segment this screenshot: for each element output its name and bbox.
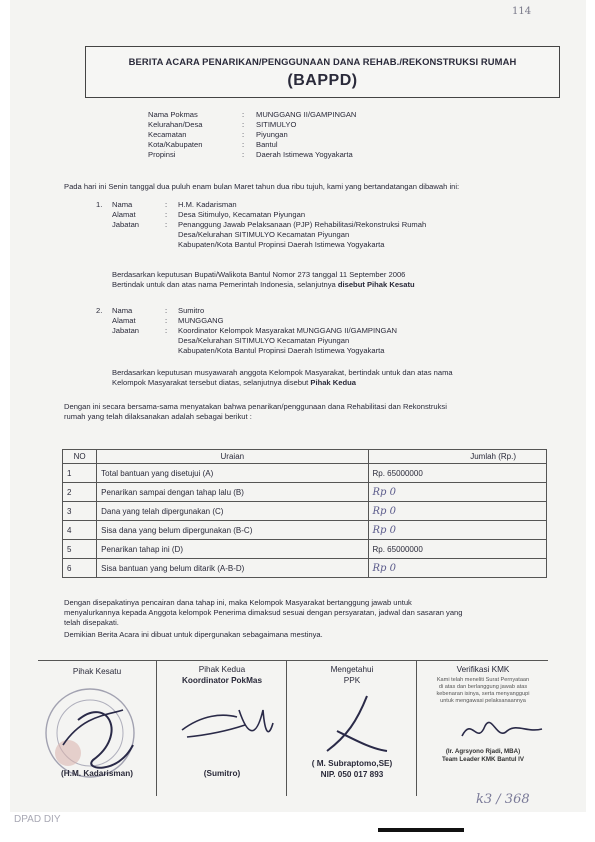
party2-values: Sumitro MUNGGANG Koordinator Kelompok Masyarakat MUNGGANG II/GAMPINGAN Desa/Kelurahan SITIMULYO Kecamatan Piyungan Kabupaten/Kota Bantul Propinsi Daerah Istimewa Yogyakarta — [178, 306, 398, 355]
signature-icon — [457, 711, 547, 751]
party1-number: 1. — [96, 200, 103, 209]
statement: Dengan ini secara bersama-sama menyatakan bahwa penarikan/penggunaan dana Rehabilitasi dan Rekonstruksi rumah yang telah dilaksanakan adalah sebagai berikut : — [64, 402, 447, 421]
signature-kmk: Verifikasi KMK Kami telah meneliti Surat Pernyataan di atas dan berlanggung jawab atas kebenaran isinya, serta menyanggupi untuk mengawasi pelaksanaannya (Ir. Agrsyono Rjadi, MBA) Team Leader KMK Bantul IV — [416, 661, 549, 796]
party2-colons: : : : — [165, 306, 168, 335]
info-label: Kecamatan — [148, 130, 187, 139]
info-value: Daerah Istimewa Yogyakarta — [256, 150, 353, 159]
signer-name: (Sumitro) — [203, 769, 241, 778]
party1-basis: Berdasarkan keputusan Bupati/Walikota Bantul Nomor 273 tanggal 11 September 2006 Bertindak untuk dan atas nama Pemerintah Indonesia, selanjutnya disebut Pihak Kesatu — [112, 270, 415, 289]
signature-icon — [317, 691, 397, 761]
signature-ppk: Mengetahui PPK ( M. Subraptomo,SE) NIP. 050 017 893 — [286, 661, 417, 796]
table-row: 1 Total bantuan yang disetujui (A) Rp. 65000000 — [63, 464, 547, 483]
table-row: 6 Sisa bantuan yang belum ditarik (A-B-D) Rp 0 — [63, 559, 547, 578]
header-amount: Jumlah (Rp.) — [368, 450, 547, 464]
info-value: MUNGGANG II/GAMPINGAN — [256, 110, 357, 119]
document-acronym: (BAPPD) — [287, 72, 358, 89]
header-no: NO — [63, 450, 97, 464]
table-header-row — [63, 450, 547, 464]
party2-position: Koordinator Kelompok Masyarakat MUNGGANG II/GAMPINGAN — [178, 326, 398, 335]
table-row: 4 Sisa dana yang belum dipergunakan (B-C) Rp 0 — [63, 521, 547, 540]
signer-nip: NIP. 050 017 893 — [320, 770, 384, 779]
document-title: BERITA ACARA PENARIKAN/PENGGUNAAN DANA REHAB./REKONSTRUKSI RUMAH — [128, 56, 517, 67]
party1-address: Desa Sitimulyo, Kecamatan Piyungan — [178, 210, 306, 219]
verification-note: Kami telah meneliti Surat Pernyataan di atas dan berlanggung jawab atas kebenaran isinya, serta menyanggupi untuk mengawasi pelaksanaannya — [436, 677, 530, 704]
party2-address: MUNGGANG — [178, 316, 224, 325]
party1-colons: : : : — [165, 200, 168, 229]
intro-text: Pada hari ini Senin tanggal dua puluh enam bulan Maret tahun dua ribu tujuh, kami yang bertandatangan dibawah ini: — [64, 182, 460, 191]
funds-table — [62, 449, 547, 578]
table-row: 3 Dana yang telah dipergunakan (C) Rp 0 — [63, 502, 547, 521]
page-number: 114 — [512, 6, 532, 17]
table-row: 2 Penarikan sampai dengan tahap lalu (B) Rp 0 — [63, 483, 547, 502]
signer-role: Team Leader KMK Bantul IV — [441, 756, 525, 763]
header-description: Uraian — [97, 450, 368, 464]
watermark-text: DPAD DIY — [14, 814, 61, 825]
signature-pihak-kesatu: Pihak Kesatu (H.M. Kadarisman) — [38, 661, 156, 796]
signer-name: (H.M. Kadarisman) — [61, 769, 133, 778]
party1-position: Penanggung Jawab Pelaksanaan (PJP) Rehabilitasi/Rekonstruksi Rumah — [178, 220, 427, 229]
info-labels — [148, 110, 202, 160]
info-value: SITIMULYO — [256, 120, 297, 129]
closing-text: Dengan disepakatinya pencairan dana tahap ini, maka Kelompok Masyarakat bertanggung jawab untuk menyalurkannya kepada Anggota kelompok Penerima dimaksud sesuai dengan persyaratan, jadwal dan sasaran yang telah disepakati. Demikian Berita Acara ini dibuat untuk dipergunakan sebagaimana mestinya. — [64, 598, 463, 639]
info-label: Kota/Kabupaten — [148, 140, 203, 149]
archive-code: k3 / 368 — [476, 792, 530, 807]
signer-name: (Ir. Agrsyono Rjadi, MBA) — [445, 748, 521, 755]
party2-name: Sumitro — [178, 306, 205, 315]
signer-name: ( M. Subraptomo,SE) — [311, 759, 393, 768]
info-label: Nama Pokmas — [148, 110, 198, 119]
info-colons: : : : : : — [242, 110, 245, 159]
info-label: Propinsi — [148, 150, 176, 159]
party1-name: H.M. Kadarisman — [178, 200, 237, 209]
info-label: Kelurahan/Desa — [148, 120, 203, 129]
info-values — [256, 110, 356, 160]
signature-pihak-kedua: Pihak Kedua Koordinator PokMas (Sumitro) — [156, 661, 287, 796]
party1-labels: Nama Alamat Jabatan — [112, 200, 140, 229]
signature-icon — [177, 695, 277, 755]
party1-values: H.M. Kadarisman Desa Sitimulyo, Kecamatan Piyungan Penanggung Jawab Pelaksanaan (PJP) Rehabilitasi/Rekonstruksi Rumah Desa/Kelurahan SITIMULYO Kecamatan Piyungan Kabupaten/Kota Bantul Propinsi Daerah Istimewa Yogyakarta — [178, 200, 427, 249]
table-row: 5 Penarikan tahap ini (D) Rp. 65000000 — [63, 540, 547, 559]
scan-bar — [378, 828, 464, 832]
info-value: Bantul — [256, 140, 278, 149]
info-value: Piyungan — [256, 130, 288, 139]
party2-labels: Nama Alamat Jabatan — [112, 306, 140, 335]
signature-section — [38, 660, 548, 796]
party2-basis: Berdasarkan keputusan musyawarah anggota Kelompok Masyarakat, bertindak untuk dan atas nama Kelompok Masyarakat tersebut diatas, selanjutnya disebut Pihak Kedua — [112, 368, 453, 387]
title-box — [85, 46, 560, 98]
party2-number: 2. — [96, 306, 103, 315]
